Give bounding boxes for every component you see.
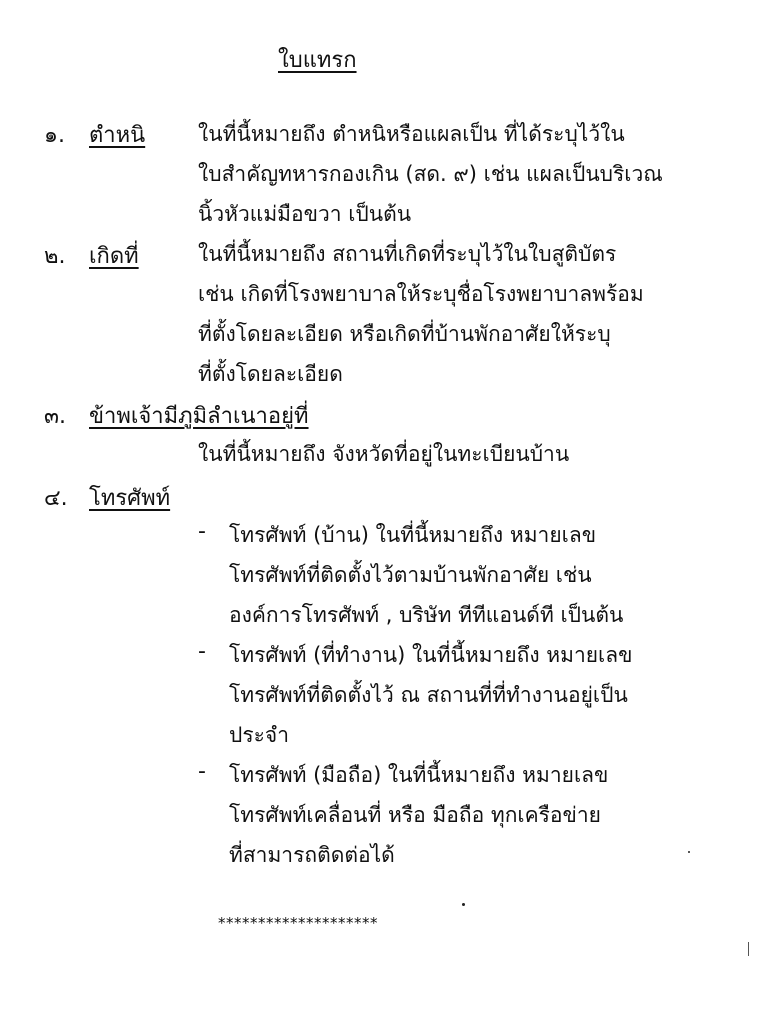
definition-line: เช่น เกิดที่โรงพยาบาลให้ระบุชื่อโรงพยาบาลพร้อม — [198, 282, 644, 306]
definition-line: ที่ตั้งโดยละเอียด — [198, 362, 343, 386]
definition-line: นิ้วหัวแม่มือขวา เป็นต้น — [198, 202, 412, 226]
page-title: ใบแทรก — [278, 48, 357, 73]
scan-speck — [462, 903, 465, 906]
definition-line: ที่ตั้งโดยละเอียด หรือเกิดที่บ้านพักอาศัยให้ระบุ — [198, 322, 611, 346]
item-number: ๑. — [44, 123, 65, 148]
item-number: ๔. — [44, 486, 68, 511]
sub-definition-line: ประจำ — [229, 723, 289, 747]
item-term: ตำหนิ — [89, 123, 146, 148]
definition-line: ในที่นี้หมายถึง สถานที่เกิดที่ระบุไว้ในใบสูติบัตร — [198, 242, 617, 266]
definition-line: ในที่นี้หมายถึง จังหวัดที่อยู่ในทะเบียนบ้าน — [198, 442, 570, 466]
bullet-dash: - — [198, 639, 206, 664]
sub-definition-line: โทรศัพท์ (บ้าน) ในที่นี้หมายถึง หมายเลข — [229, 523, 597, 547]
sub-definition-line: โทรศัพท์ที่ติดตั้งไว้ ณ สถานที่ที่ทำงานอยู่เป็น — [229, 683, 628, 707]
sub-definition-line: องค์การโทรศัพท์ , บริษัท ทีทีแอนด์ที เป็นต้น — [229, 603, 624, 627]
sub-definition-line: ที่สามารถติดต่อได้ — [229, 843, 395, 867]
footer-asterisks: ******************** — [218, 914, 378, 932]
definition-line: ในที่นี้หมายถึง ตำหนิหรือแผลเป็น ที่ได้ระบุไว้ใน — [198, 122, 625, 146]
item-number: ๓. — [44, 404, 67, 429]
scan-speck — [688, 851, 690, 853]
sub-definition-line: โทรศัพท์ (ที่ทำงาน) ในที่นี้หมายถึง หมายเลข — [229, 643, 633, 667]
item-term: โทรศัพท์ — [89, 486, 171, 511]
sub-definition-line: โทรศัพท์ที่ติดตั้งไว้ตามบ้านพักอาศัย เช่น — [229, 563, 592, 587]
sub-definition-line: โทรศัพท์ (มือถือ) ในที่นี้หมายถึง หมายเลข — [229, 763, 609, 787]
item-term: เกิดที่ — [89, 244, 139, 269]
definition-line: ใบสำคัญทหารกองเกิน (สด. ๙) เช่น แผลเป็นบริเวณ — [198, 162, 663, 186]
sub-definition-line: โทรศัพท์เคลื่อนที่ หรือ มือถือ ทุกเครือข่าย — [229, 803, 601, 827]
scan-mark — [748, 942, 749, 956]
bullet-dash: - — [198, 519, 206, 544]
item-term: ข้าพเจ้ามีภูมิลำเนาอยู่ที่ — [89, 404, 309, 429]
item-number: ๒. — [44, 244, 66, 269]
bullet-dash: - — [198, 759, 206, 784]
